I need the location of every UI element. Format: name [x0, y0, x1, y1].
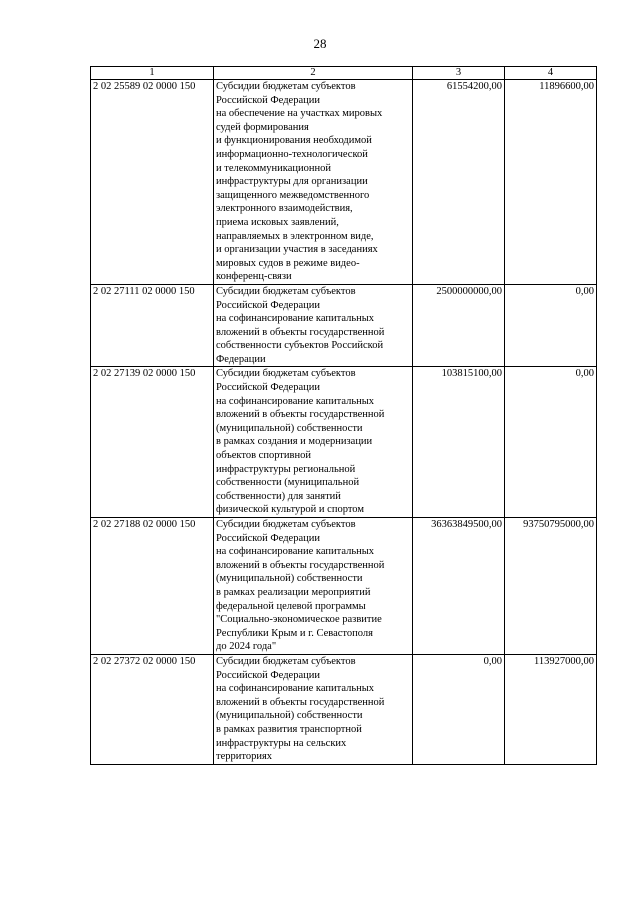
header-col-4: 4	[505, 67, 597, 80]
description-line: вложений в объекты государственной	[216, 326, 385, 338]
description-line: в рамках развития транспортной	[216, 723, 362, 735]
description-line: Субсидии бюджетам субъектов	[216, 368, 356, 380]
description-line: объектов спортивной	[216, 450, 311, 462]
row-amount-col4: 0,00	[505, 367, 597, 518]
description-line: до 2024 года"	[216, 641, 277, 653]
description-line: вложений в объекты государственной	[216, 559, 385, 571]
header-col-3: 3	[413, 67, 505, 80]
description-line: федеральной целевой программы	[216, 600, 366, 612]
description-line: физической культурой и спортом	[216, 504, 364, 516]
description-line: электронного взаимодействия,	[216, 203, 353, 215]
description-line: Российской Федерации	[216, 532, 320, 544]
description-line: "Социально-экономическое развитие	[216, 614, 382, 626]
row-amount-col4: 0,00	[505, 284, 597, 367]
description-line: на обеспечение на участках мировых	[216, 108, 383, 120]
description-line: (муниципальной) собственности	[216, 710, 363, 722]
description-line: защищенного межведомственного	[216, 189, 370, 201]
row-description	[214, 518, 413, 655]
header-col-1: 1	[91, 67, 214, 80]
row-amount-col3: 36363849500,00	[413, 518, 505, 655]
description-line: собственности (муниципальной	[216, 477, 360, 489]
description-line: Субсидии бюджетам субъектов	[216, 81, 356, 92]
description-line: вложений в объекты государственной	[216, 409, 385, 421]
description-line: Субсидии бюджетам субъектов	[216, 285, 356, 297]
row-amount-col3: 0,00	[413, 654, 505, 764]
row-description	[214, 80, 413, 285]
row-code: 2 02 27111 02 0000 150	[91, 284, 214, 367]
description-line: на софинансирование капитальных	[216, 313, 375, 325]
description-line: и функционирования необходимой	[216, 135, 372, 147]
header-row	[91, 67, 597, 80]
description-line: (муниципальной) собственности	[216, 422, 363, 434]
description-line: на софинансирование капитальных	[216, 546, 375, 558]
description-line: территориях	[216, 751, 273, 763]
description-line: Республики Крым и г. Севастополя	[216, 627, 373, 639]
table-row	[91, 654, 597, 764]
description-line: Российской Федерации	[216, 669, 320, 681]
description-line: в рамках создания и модернизации	[216, 436, 373, 448]
description-line: вложений в объекты государственной	[216, 696, 385, 708]
table-row	[91, 367, 597, 518]
row-description	[214, 284, 413, 367]
description-line: инфраструктуры региональной	[216, 463, 356, 475]
description-line: и организации участия в заседаниях	[216, 244, 378, 256]
row-description	[214, 367, 413, 518]
row-amount-col4: 93750795000,00	[505, 518, 597, 655]
row-amount-col3: 103815100,00	[413, 367, 505, 518]
row-amount-col3: 2500000000,00	[413, 284, 505, 367]
table-row	[91, 284, 597, 367]
row-amount-col4: 11896600,00	[505, 80, 597, 285]
table-row	[91, 518, 597, 655]
description-line: и телекоммуникационной	[216, 162, 331, 174]
description-line: направляемых в электронном виде,	[216, 230, 374, 242]
description-line: Российской Федерации	[216, 299, 320, 311]
description-line: (муниципальной) собственности	[216, 573, 363, 585]
row-code: 2 02 25589 02 0000 150	[91, 80, 214, 285]
description-line: Российской Федерации	[216, 94, 320, 106]
description-line: конференц-связи	[216, 271, 292, 283]
table-row	[91, 80, 597, 285]
row-description	[214, 654, 413, 764]
description-line: инфраструктуры для организации	[216, 176, 368, 188]
description-line: инфраструктуры на сельских	[216, 737, 347, 749]
description-line: информационно-технологической	[216, 148, 368, 160]
row-amount-col3: 61554200,00	[413, 80, 505, 285]
description-line: собственности) для занятий	[216, 490, 341, 502]
row-code: 2 02 27372 02 0000 150	[91, 654, 214, 764]
row-code: 2 02 27139 02 0000 150	[91, 367, 214, 518]
description-line: Федерации	[216, 353, 266, 365]
description-line: в рамках реализации мероприятий	[216, 586, 371, 598]
description-line: судей формирования	[216, 121, 309, 133]
header-col-2: 2	[214, 67, 413, 80]
budget-table	[90, 66, 597, 765]
description-line: собственности субъектов Российской	[216, 340, 384, 352]
description-line: приема исковых заявлений,	[216, 216, 339, 228]
description-line: на софинансирование капитальных	[216, 395, 375, 407]
row-amount-col4: 113927000,00	[505, 654, 597, 764]
row-code: 2 02 27188 02 0000 150	[91, 518, 214, 655]
description-line: на софинансирование капитальных	[216, 683, 375, 695]
description-line: Субсидии бюджетам субъектов	[216, 519, 356, 530]
description-line: Субсидии бюджетам субъектов	[216, 655, 356, 667]
description-line: мировых судов в режиме видео-	[216, 257, 360, 269]
description-line: Российской Федерации	[216, 382, 320, 394]
page-number: 28	[313, 36, 327, 51]
